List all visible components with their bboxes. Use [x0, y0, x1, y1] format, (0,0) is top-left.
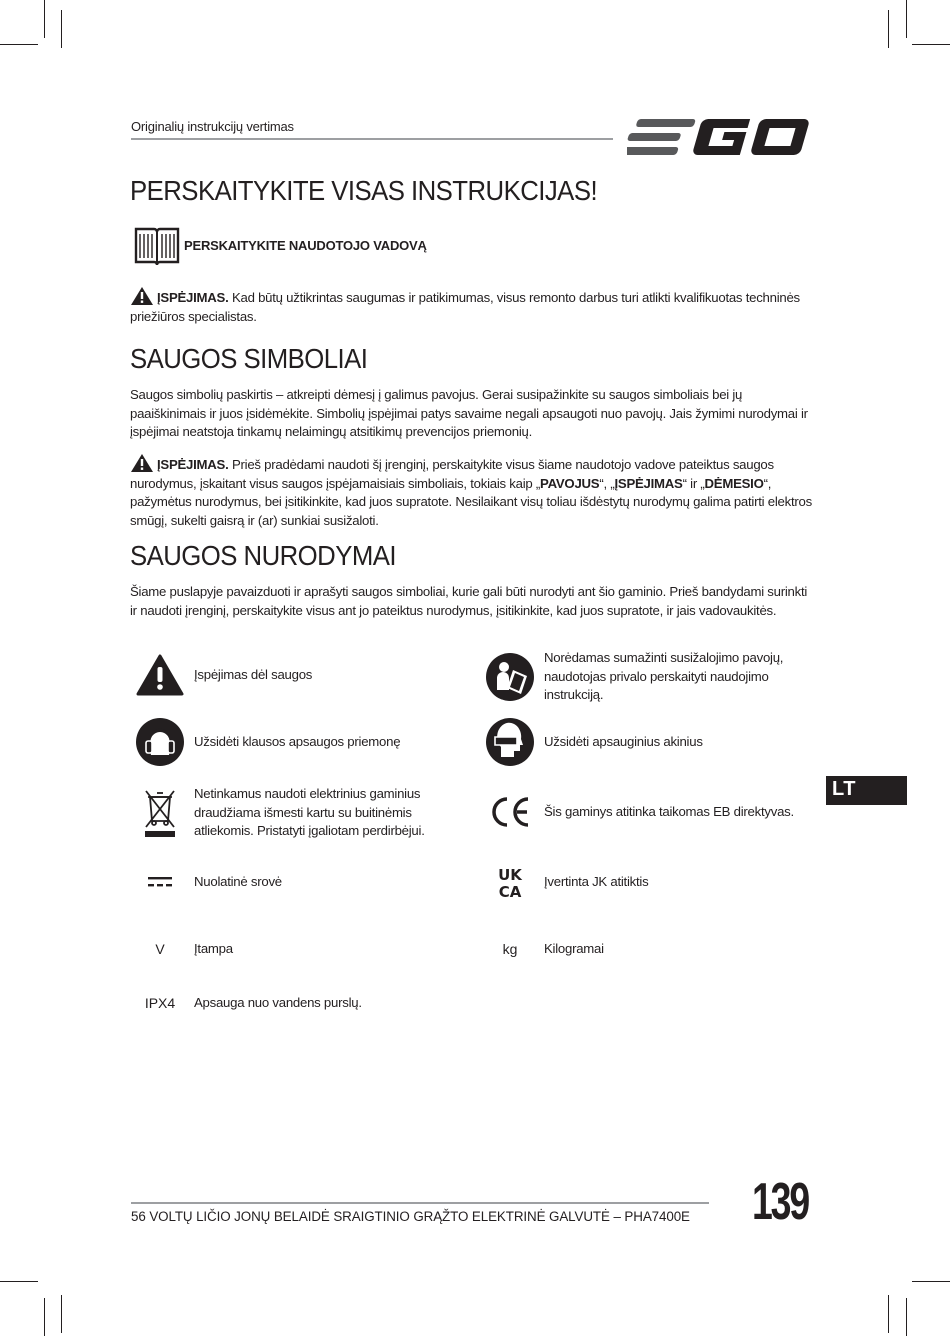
- symbol-description: Įtampa: [194, 941, 233, 956]
- symbol-description: Įspėjimas dėl saugos: [194, 666, 313, 682]
- section-heading-symbols: SAUGOS SIMBOLIAI: [130, 343, 368, 374]
- warning-label: ĮSPĖJIMAS.: [157, 290, 229, 305]
- symbol-description: Kilogramai: [544, 941, 604, 956]
- crop-mark: [888, 1295, 889, 1333]
- warning-paragraph: [130, 286, 815, 326]
- warning-text: “ ir „: [682, 475, 705, 491]
- symbol-row: [134, 994, 464, 1013]
- symbol-description: Norėdamas sumažinti susižalojimo pavojų, naudotojas privalo perskaityti naudojimo instrukciją.: [544, 650, 784, 702]
- crop-mark: [44, 1298, 45, 1336]
- open-book-icon: [133, 224, 181, 266]
- svg-text:CA: CA: [498, 883, 522, 899]
- symbol-row: [484, 856, 814, 908]
- crop-mark: [906, 1298, 907, 1336]
- read-manual-label: PERSKAITYKITE NAUDOTOJO VADOVĄ: [184, 237, 427, 253]
- symbol-row: [484, 716, 814, 768]
- section-symbols-text: Saugos simbolių paskirtis – atkreipti dėmesį į galimus pavojus. Gerai susipažinkite su saugos simboliais bei jų paaiškinimais ir juos įsidėmėkite. Simbolių įspėjimai patys savaime negali apsaugoti nuo pavojų. Jais žymimi nurodymai ir įspėjimai neatstoja tinkamų nelaimingų atsitikimų prevencijos priemonių.: [130, 387, 808, 439]
- ego-logo: [627, 116, 813, 160]
- footer-rule: [131, 1202, 709, 1204]
- symbol-row: [134, 649, 464, 701]
- symbol-row: [134, 716, 464, 768]
- warning-triangle-icon: [134, 649, 186, 701]
- warning-triangle-icon: [130, 453, 154, 473]
- footer-title: 56 VOLTŲ LIČIO JONŲ BELAIDĖ SRAIGTINIO GRĄŽTO ELEKTRINĖ GALVUTĖ – PHA7400E: [131, 1209, 690, 1224]
- ce-mark-icon: [484, 786, 536, 838]
- keyword-danger: PAVOJUS: [540, 475, 600, 491]
- warning-text: Kad būtų užtikrintas saugumas ir patikimumas, visus remonto darbus turi atlikti kvalifikuotas techninės priežiūros specialistas.: [130, 290, 800, 324]
- crop-mark: [61, 1295, 62, 1333]
- warning-text: “, pažymėtus nurodymus, bei įsitikinkite, kad juos supratote. Nesilaikant visų toliau išdėstytų nurodymų galima patirti elektros smūgį, sukelti gaisrą ir (ar) sunkiai susižaloti.: [130, 475, 812, 528]
- symbol-description: Apsauga nuo vandens purslų.: [194, 995, 362, 1010]
- ukca-mark-icon: [484, 856, 536, 908]
- crop-mark: [0, 1281, 38, 1282]
- warning-label: ĮSPĖJIMAS.: [157, 457, 229, 472]
- voltage-symbol: V: [155, 941, 165, 958]
- keyword-caution: DĖMESIO: [704, 475, 764, 491]
- crop-mark: [61, 10, 62, 48]
- keyword-warning: ĮSPĖJIMAS: [614, 475, 683, 491]
- page-title: PERSKAITYKITE VISAS INSTRUKCIJAS!: [130, 175, 598, 206]
- kilogram-symbol: kg: [502, 941, 518, 958]
- symbol-description: Užsidėti klausos apsaugos priemonę: [194, 733, 401, 749]
- section-instructions-text: Šiame puslapyje pavaizduoti ir aprašyti saugos simboliai, kurie gali būti nurodyti ant šio gaminio. Prieš bandydami surinkti ir naudoti įrenginį, perskaitykite visus ant jo pateiktus nurodymus, įsitikinkite, kad juos supratote, ir jais vadovaukitės.: [130, 584, 808, 618]
- warning-paragraph-2: [130, 453, 815, 530]
- read-manual-icon: [484, 651, 536, 703]
- language-tab: LT: [826, 776, 907, 805]
- eye-protection-icon: [484, 716, 536, 768]
- ear-protection-icon: [134, 716, 186, 768]
- symbol-row: [134, 940, 464, 959]
- direct-current-icon: [134, 856, 186, 908]
- symbol-row: [134, 856, 464, 908]
- crop-mark: [912, 1281, 950, 1282]
- crop-mark: [44, 0, 45, 38]
- page-number: 139: [752, 1173, 808, 1231]
- crop-mark: [0, 44, 38, 45]
- read-manual-row: [133, 224, 427, 266]
- header-label: Originalių instrukcijų vertimas: [131, 119, 294, 134]
- symbol-description: Netinkamus naudoti elektrinius gaminius draudžiama išmesti kartu su buitinėmis atliekomis. Pristatyti įgaliotam perdirbėjui.: [194, 786, 425, 838]
- section-heading-instructions: SAUGOS NURODYMAI: [130, 540, 396, 571]
- symbol-row: [134, 785, 464, 841]
- symbol-row: [484, 940, 814, 959]
- symbol-description: Nuolatinė srovė: [194, 873, 282, 889]
- symbol-row: [484, 649, 814, 705]
- svg-text:EGO: EGO: [627, 116, 630, 117]
- symbol-description: Užsidėti apsauginius akinius: [544, 733, 703, 749]
- crop-mark: [906, 0, 907, 38]
- symbol-description: Įvertinta JK atitiktis: [544, 873, 649, 889]
- svg-text:UK: UK: [498, 866, 522, 884]
- crop-mark: [912, 44, 950, 45]
- crop-mark: [888, 10, 889, 48]
- weee-bin-icon: [134, 787, 186, 839]
- header-rule: [131, 138, 613, 140]
- symbol-row: [484, 786, 814, 838]
- ipx4-symbol: IPX4: [144, 995, 176, 1012]
- warning-triangle-icon: [130, 286, 154, 306]
- warning-text: “, „: [599, 475, 615, 491]
- warning-text: Prieš pradėdami naudoti šį įrenginį, perskaitykite visus šiame naudotojo vadove pateiktus saugos nurodymus, įskaitant visus saugos įspėjamaisiais simboliais, tokiais kaip „: [130, 457, 774, 491]
- symbol-description: Šis gaminys atitinka taikomas EB direktyvas.: [544, 803, 794, 819]
